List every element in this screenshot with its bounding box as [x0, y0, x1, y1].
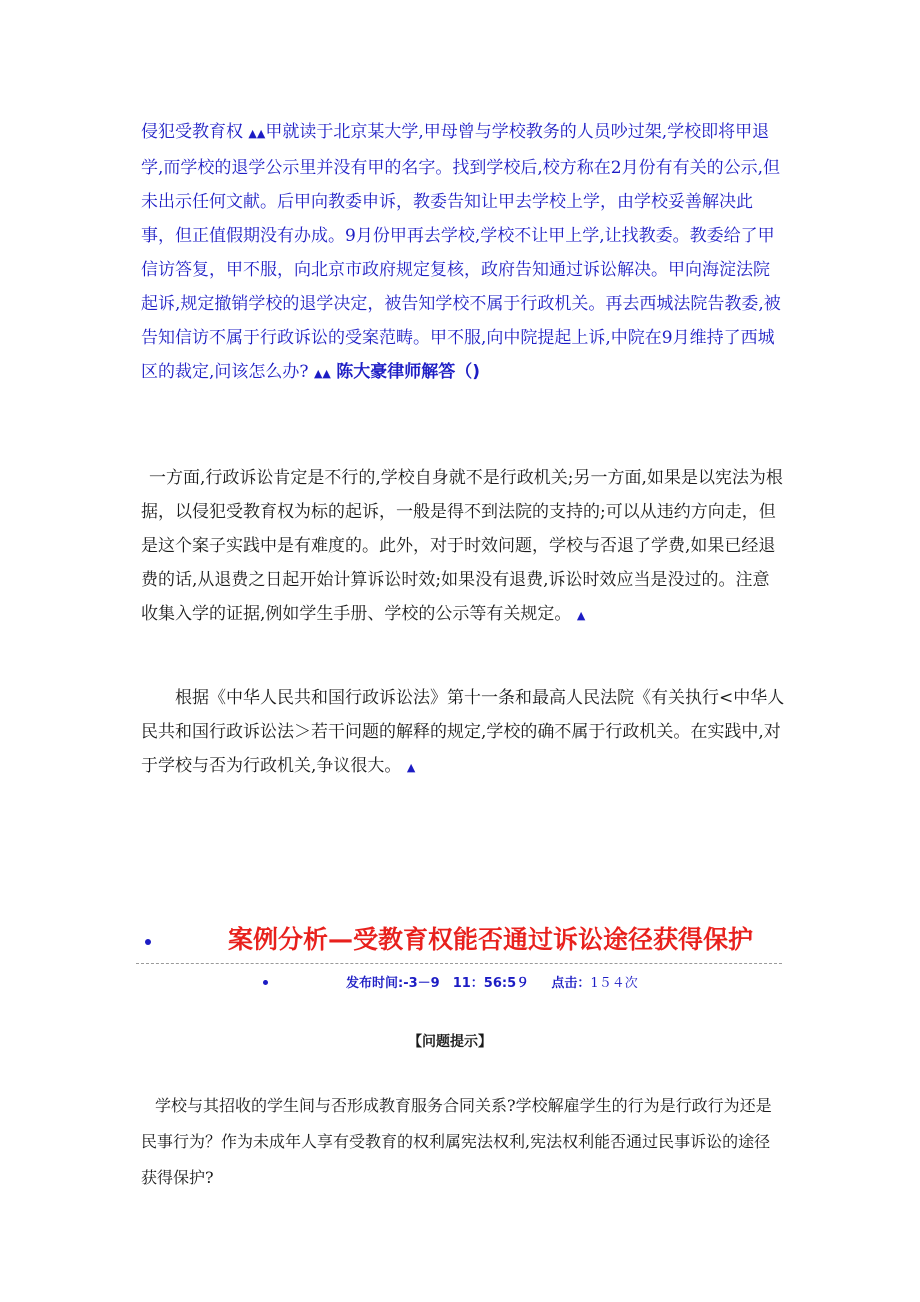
- answer-paragraph-1: [141, 461, 786, 633]
- clicks-label: 点击：: [551, 976, 591, 991]
- question-body: 甲就读于北京某大学,甲母曾与学校教务的人员吵过架,学校即将甲退学,而学校的退学公示里并没有甲的名字。找到学校后,校方称在2月份有有关的公示,但未出示任何文献。后甲向教委申诉，教委告知让甲去学校上学，由学校妥善解决此事，但正值假期没有办成。9月份甲再去学校,学校不让甲上学,让找教委。教委给了甲信访答复，甲不服，向北京市政府规定复核，政府告知通过诉讼解决。甲向海淀法院起诉,规定撤销学校的退学决定，被告知学校不属于行政机关。再去西城法院告教委,被告知信访不属于行政诉讼的受案范畴。甲不服,向中院提起上诉,中院在9月维持了西城区的裁定,问该怎么办?: [141, 122, 781, 382]
- clicks-count: 1５４次: [590, 976, 638, 991]
- answer-text-1: 一方面,行政诉讼肯定是不行的,学校自身就不是行政机关;另一方面,如果是以宪法为根据，以侵犯受教育权为标的起诉，一般是得不到法院的支持的;可以从违约方向走，但是这个案子实践中是有难度的。此外，对于时效问题，学校与否退了学费,如果已经退费的话,从退费之日起开始计算诉讼时效;如果没有退费,诉讼时效应当是没过的。注意收集入学的证据,例如学生手册、学校的公示等有关规定。: [141, 468, 783, 624]
- triangle-mark-icon: ▲: [406, 761, 416, 774]
- section-heading: 【问题提示】: [408, 1034, 492, 1050]
- question-paragraph: [141, 115, 786, 391]
- title-bullet: [145, 939, 151, 945]
- question-topic: 侵犯受教育权: [141, 122, 243, 142]
- lawyer-answer-label: 陈大豪律师解答（): [336, 362, 481, 382]
- publish-time: -3－9 11：56:5９: [403, 976, 530, 991]
- triangle-mark-icon: ▲▲: [248, 127, 266, 140]
- triangle-mark-icon: ▲▲: [313, 367, 331, 380]
- publish-label: 发布时间:: [346, 976, 404, 991]
- article-title: 案例分析—受教育权能否通过诉讼途径获得保护: [228, 925, 754, 954]
- dashed-divider: [136, 963, 782, 964]
- answer-paragraph-2: [141, 681, 786, 785]
- triangle-mark-icon: ▲: [576, 609, 586, 622]
- article-body-text: 学校与其招收的学生间与否形成教育服务合同关系?学校解雇学生的行为是行政行为还是民事行为？作为未成年人享有受教育的权利属宪法权利,宪法权利能否通过民事诉讼的途径获得保护?: [141, 1096, 772, 1187]
- article-meta: [346, 972, 638, 991]
- article-body: [141, 1088, 786, 1196]
- answer-text-2: 根据《中华人民共和国行政诉讼法》第十一条和最高人民法院《有关执行<中华人民共和国行政诉讼法＞若干问题的解释的规定,学校的确不属于行政机关。在实践中,对于学校与否为行政机关,争议很大。: [141, 688, 785, 776]
- meta-bullet: [263, 980, 268, 985]
